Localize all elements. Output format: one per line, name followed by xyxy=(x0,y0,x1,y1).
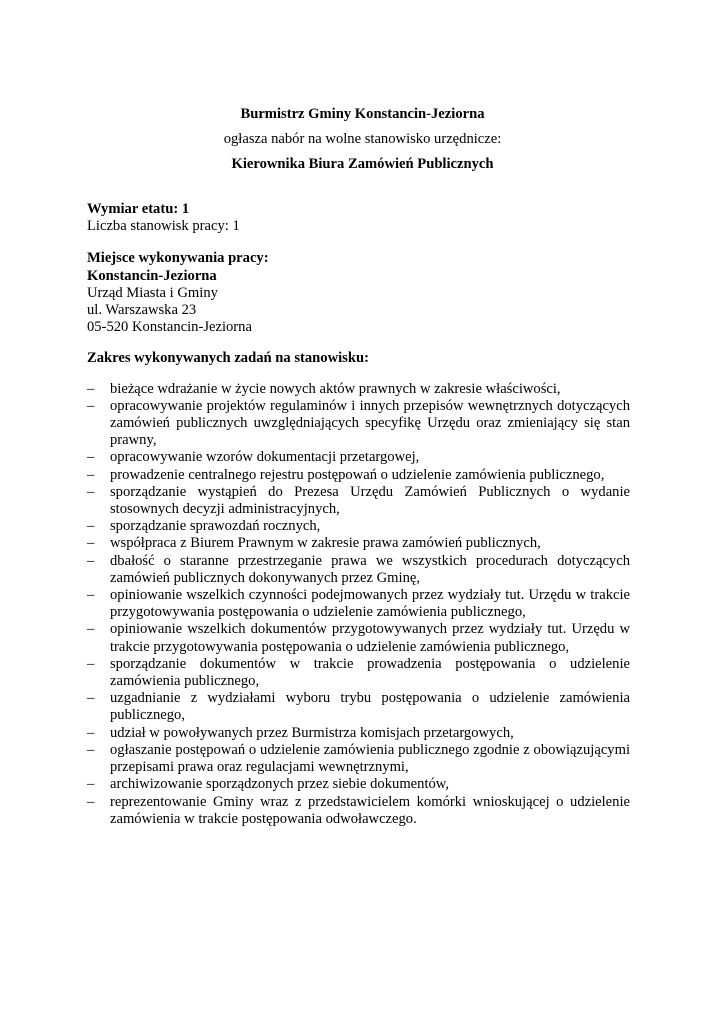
duties-list xyxy=(87,381,630,828)
duty-item xyxy=(87,656,630,690)
duties-label: Zakres wykonywanych zadań na stanowisku: xyxy=(87,350,369,367)
duty-text: uzgadnianie z wydziałami wyboru trybu postępowania o udzielenie zamówienia publicznego, xyxy=(110,690,630,724)
duty-text: sporządzanie dokumentów w trakcie prowadzenia postępowania o udzielenie zamówienia publicznego, xyxy=(110,655,630,690)
document-body xyxy=(87,201,630,828)
workplace-postal: 05-520 Konstancin-Jeziorna xyxy=(87,319,252,336)
dash-bullet: – xyxy=(87,466,95,483)
duty-item xyxy=(87,621,630,655)
dash-bullet: – xyxy=(87,483,95,500)
dash-bullet: – xyxy=(87,518,95,535)
dash-bullet: – xyxy=(87,655,95,672)
duty-text: bieżące wdrażanie w życie nowych aktów prawnych w zakresie właściwości, xyxy=(110,380,561,397)
duty-item xyxy=(87,553,630,587)
dash-bullet: – xyxy=(87,741,95,758)
duty-item xyxy=(87,381,630,398)
duty-item xyxy=(87,398,630,450)
duty-text: reprezentowanie Gminy wraz z przedstawicielem komórki wnioskującej o udzielenie zamówienia w trakcie postępowania odwoławczego. xyxy=(110,793,630,827)
duty-item xyxy=(87,467,630,484)
duty-text: sporządzanie wystąpień do Prezesa Urzędu Zamówień Publicznych o wydanie stosownych decyzji administracyjnych, xyxy=(110,483,630,518)
duty-text: dbałość o staranne przestrzeganie prawa we wszystkich procedurach dotyczących zamówień publicznych dokonywanych przez Gminę, xyxy=(110,552,630,586)
duty-text: sporządzanie sprawozdań rocznych, xyxy=(110,518,321,535)
duty-text: opiniowanie wszelkich czynności podejmowanych przez wydziały tut. Urzędu w trakcie przygotowywania postępowania o udzielenie zamówienia publicznego, xyxy=(110,587,630,621)
dash-bullet: – xyxy=(87,449,95,466)
header-title: Burmistrz Gminy Konstancin-Jeziorna xyxy=(240,106,485,122)
duties-section xyxy=(87,350,630,827)
duty-item xyxy=(87,518,630,535)
positions-count: Liczba stanowisk pracy: 1 xyxy=(87,218,240,235)
workplace-street: ul. Warszawska 23 xyxy=(87,302,197,319)
dash-bullet: – xyxy=(87,397,95,414)
duty-text: prowadzenie centralnego rejestru postępowań o udzielenie zamówienia publicznego, xyxy=(110,466,605,483)
duty-text: opracowywanie wzorów dokumentacji przetargowej, xyxy=(110,449,420,466)
duty-item xyxy=(87,725,630,742)
duty-text: współpraca z Biurem Prawnym w zakresie prawa zamówień publicznych, xyxy=(110,535,541,552)
duty-text: archiwizowanie sporządzonych przez siebie dokumentów, xyxy=(110,776,450,793)
dash-bullet: – xyxy=(87,587,95,604)
header-subtitle: ogłasza nabór na wolne stanowisko urzędnicze: xyxy=(223,131,502,147)
duty-item xyxy=(87,587,630,621)
duty-item xyxy=(87,535,630,552)
duty-text: ogłaszanie postępowań o udzielenie zamówienia publicznego zgodnie z obowiązującymi przepisami prawa oraz regulacjami wewnętrznymi, xyxy=(110,741,630,776)
duty-item xyxy=(87,742,630,776)
workplace-office: Urząd Miasta i Gminy xyxy=(87,284,218,301)
duty-text: opiniowanie wszelkich dokumentów przygotowywanych przez wydziały tut. Urzędu w trakcie przygotowywania postępowania o udzielenie zamówienia publicznego, xyxy=(110,621,630,655)
duty-text: opracowywanie projektów regulaminów i innych przepisów wewnętrznych dotyczących zamówień publicznych uwzględniających specyfikę Urzędu oraz zmieniający się stan prawny, xyxy=(110,397,630,449)
duty-text: udział w powoływanych przez Burmistrza komisjach przetargowych, xyxy=(110,724,514,741)
dash-bullet: – xyxy=(87,724,95,741)
dash-bullet: – xyxy=(87,380,95,397)
header-position: Kierownika Biura Zamówień Publicznych xyxy=(231,156,494,172)
workplace-city: Konstancin-Jeziorna xyxy=(87,267,217,284)
duty-item xyxy=(87,794,630,828)
dash-bullet: – xyxy=(87,793,95,810)
workplace-section xyxy=(87,250,630,336)
duty-item xyxy=(87,484,630,518)
duty-item xyxy=(87,690,630,724)
dash-bullet: – xyxy=(87,690,95,707)
dash-bullet: – xyxy=(87,621,95,638)
announcement-header xyxy=(0,102,725,177)
duty-item xyxy=(87,449,630,466)
duty-item xyxy=(87,776,630,793)
employment-label: Wymiar etatu: 1 xyxy=(87,201,190,217)
workplace-label: Miejsce wykonywania pracy: xyxy=(87,250,269,267)
employment-section xyxy=(87,201,630,235)
dash-bullet: – xyxy=(87,535,95,552)
dash-bullet: – xyxy=(87,776,95,793)
dash-bullet: – xyxy=(87,552,95,569)
